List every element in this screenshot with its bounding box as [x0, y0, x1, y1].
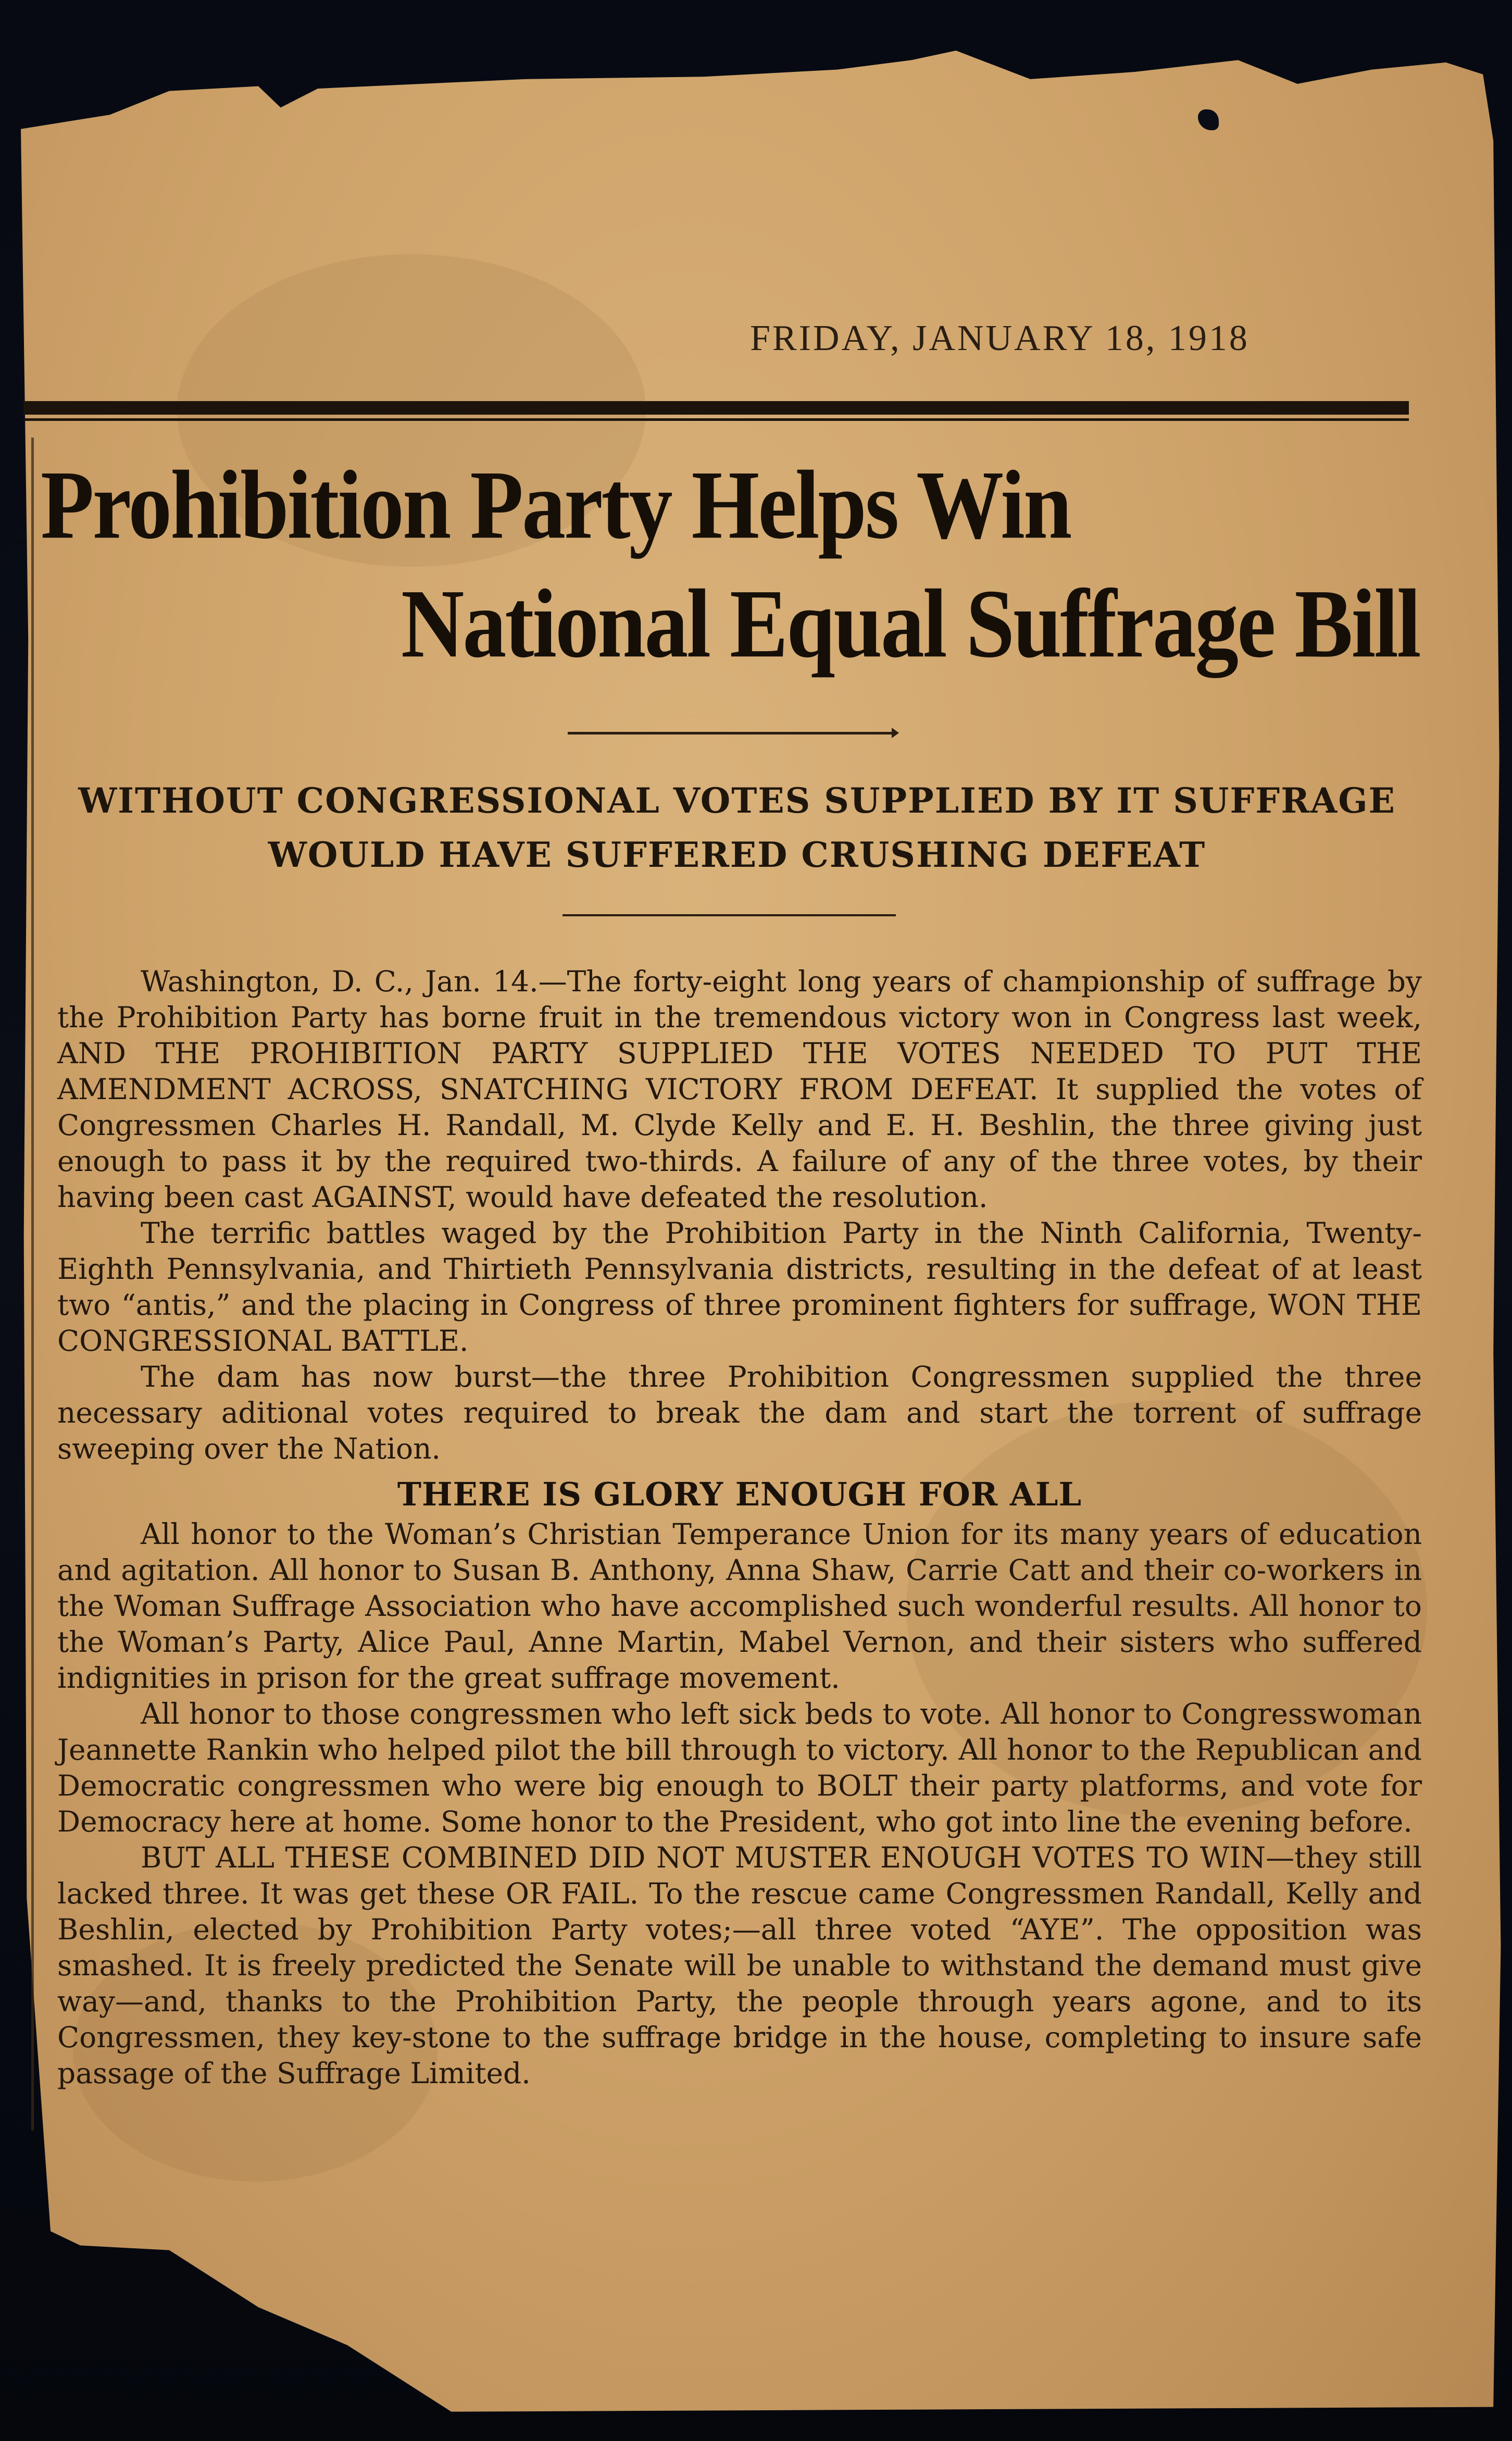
- subheadline-line-1: WITHOUT CONGRESSIONAL VOTES SUPPLIED BY IT SUFFRAGE: [78, 780, 1396, 821]
- headline-line-1: Prohibition Party Helps Win: [41, 451, 1071, 559]
- subheadline: [68, 774, 1406, 882]
- headline-line-2: National Equal Suffrage Bill: [401, 569, 1420, 678]
- issue-date: FRIDAY, JANUARY 18, 1918: [750, 318, 1249, 358]
- article-paragraph: The dam has now burst—the three Prohibition Congressmen supplied the three necessary aditional votes required to break the dam and start the torrent of suffrage sweeping over the Nation.: [57, 1360, 1422, 1465]
- article-paragraph: All honor to the Woman’s Christian Temperance Union for its many years of education and agitation. All honor to Susan B. Anthony, Anna Shaw, Carrie Catt and their co-workers in the Woman Suffrage Association who have accomplished such wonderful results. All honor to the Woman’s Party, Alice Paul, Anne Martin, Mabel Vernon, and their sisters who suffered indignities in prison for the great suffrage movement.: [57, 1517, 1422, 1695]
- section-heading: THERE IS GLORY ENOUGH FOR ALL: [397, 1475, 1082, 1513]
- article-paragraph: All honor to those congressmen who left sick beds to vote. All honor to Congresswoman Jeannette Rankin who helped pilot the bill through to victory. All honor to the Republican and Democratic congressmen who were big enough to BOLT their party platforms, and vote for Democracy here at home. Some honor to the President, who got into line the evening before.: [57, 1697, 1422, 1838]
- subheadline-line-2: WOULD HAVE SUFFERED CRUSHING DEFEAT: [268, 835, 1206, 875]
- column-rule: [31, 438, 34, 2131]
- article-paragraph: The terrific battles waged by the Prohibition Party in the Ninth California, Twenty-Eighth Pennsylvania, and Thirtieth Pennsylvania districts, resulting in the defeat of at least two “antis,” and the placing in Congress of three prominent fighters for suffrage, WON THE CONGRESSIONAL BATTLE.: [57, 1216, 1422, 1358]
- masthead-rule-thin: [23, 418, 1409, 421]
- headline-ornament-rule: [568, 732, 896, 734]
- subhead-divider: [563, 914, 896, 916]
- article-body: [57, 964, 1422, 2091]
- article-paragraph: Washington, D. C., Jan. 14.—The forty-eight long years of championship of suffrage by the Prohibition Party has borne fruit in the tremendous victory won in Congress last week, AND THE PROHIBITION PARTY SUPPLIED THE VOTES NEEDED TO PUT THE AMENDMENT ACROSS, SNATCHING VICTORY FROM DEFEAT. It supplied the votes of Congressmen Charles H. Randall, M. Clyde Kelly and E. H. Beshlin, the three giving just enough to pass it by the required two-thirds. A failure of any of the three votes, by their having been cast AGAINST, would have defeated the resolution.: [57, 965, 1422, 1214]
- article-paragraph: BUT ALL THESE COMBINED DID NOT MUSTER ENOUGH VOTES TO WIN—they still lacked three. It was get these OR FAIL. To the rescue came Congressmen Randall, Kelly and Beshlin, elected by Prohibition Party votes;—all three voted “AYE”. The opposition was smashed. It is freely predicted the Senate will be unable to withstand the demand must give way—and, thanks to the Prohibition Party, the people through years agone, and to its Congressmen, they key-stone to the suffrage bridge in the house, completing to insure safe passage of the Suffrage Limited.: [57, 1841, 1422, 2090]
- masthead-rule-heavy: [23, 401, 1409, 415]
